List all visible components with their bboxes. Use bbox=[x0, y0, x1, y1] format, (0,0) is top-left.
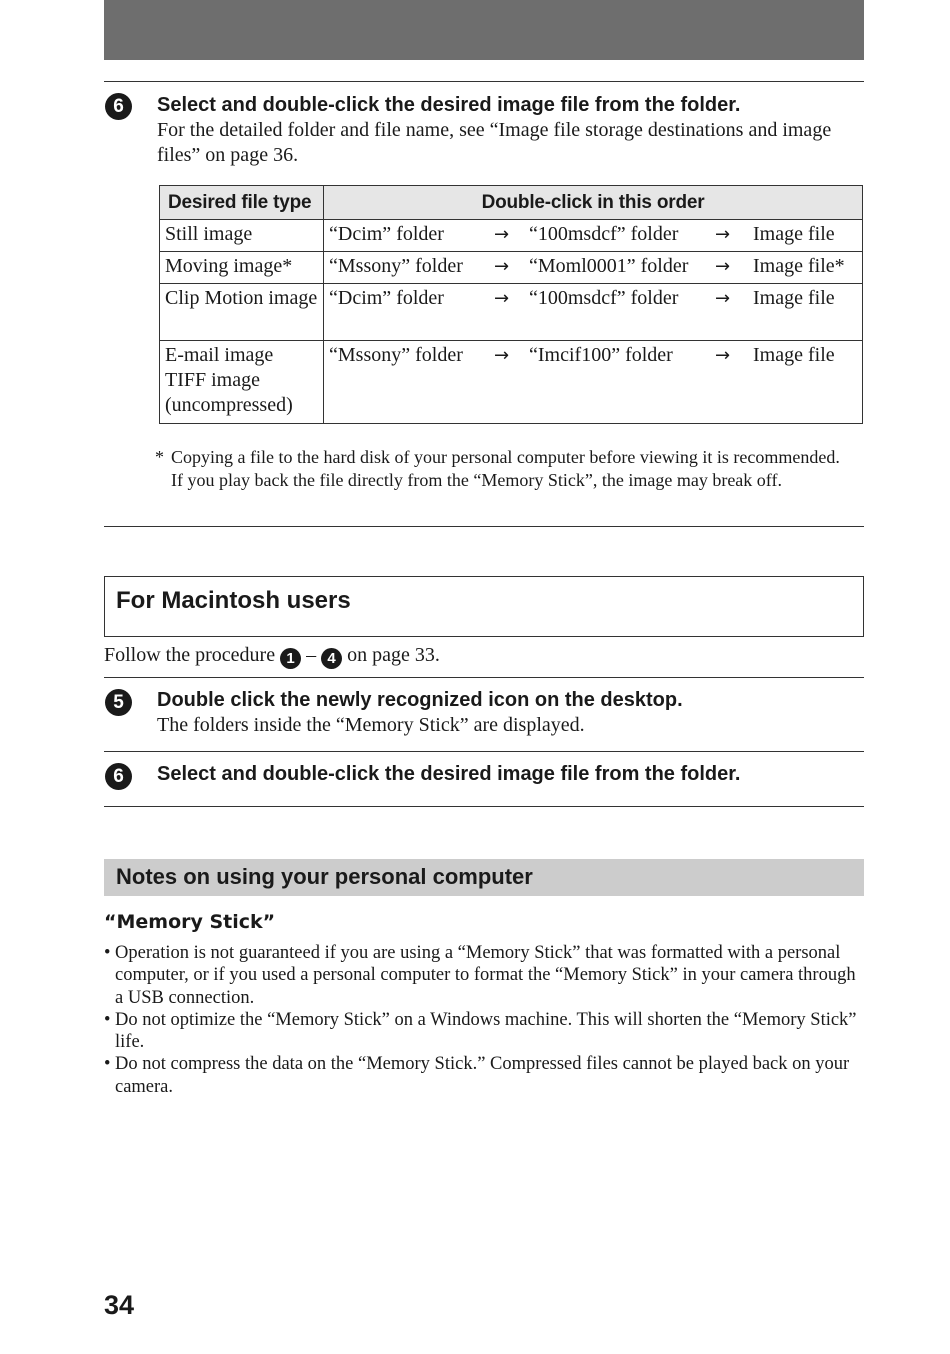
follow-procedure-text bbox=[104, 643, 440, 669]
file-order-table bbox=[159, 185, 863, 424]
table-row bbox=[160, 284, 863, 341]
arrow-icon: → bbox=[494, 288, 510, 309]
bullet-icon: • bbox=[104, 1009, 111, 1030]
arrow-icon: → bbox=[494, 256, 510, 277]
step-number-badge: 6 bbox=[105, 93, 132, 120]
divider bbox=[104, 677, 864, 678]
step-description: The folders inside the “Memory Stick” are displayed. bbox=[157, 714, 585, 736]
list-item-text: Operation is not guaranteed if you are using a “Memory Stick” that was formatted with a personal computer, or if you used a personal computer to format the “Memory Stick” in your camera through a USB connection. bbox=[115, 943, 856, 1008]
second-folder: “100msdcf” folder bbox=[529, 287, 679, 309]
divider bbox=[104, 81, 864, 82]
target-file: Image file bbox=[753, 344, 835, 366]
bullet-icon: • bbox=[104, 1054, 111, 1075]
table-header-file-type: Desired file type bbox=[160, 186, 324, 220]
section-box-macintosh bbox=[104, 576, 864, 637]
order-cell bbox=[324, 252, 863, 284]
bullet-icon: • bbox=[104, 943, 111, 963]
step-description: For the detailed folder and file name, see “Image file storage destinations and image files” on page 36. bbox=[157, 119, 832, 166]
step-ref-badge: 4 bbox=[321, 648, 342, 669]
table-row bbox=[160, 341, 863, 424]
target-file: Image file* bbox=[753, 255, 845, 277]
file-type-cell: Clip Motion image bbox=[160, 284, 324, 341]
table-row bbox=[160, 220, 863, 252]
target-file: Image file bbox=[753, 223, 835, 245]
order-cell bbox=[324, 284, 863, 341]
footnote-text: Copying a file to the hard disk of your personal computer before viewing it is recommended. If you play back the file directly from the “Memory Stick”, the image may break off. bbox=[171, 447, 840, 490]
arrow-icon: → bbox=[494, 345, 510, 366]
order-cell bbox=[324, 341, 863, 424]
list-item-text: Do not optimize the “Memory Stick” on a Windows machine. This will shorten the “Memory Stick” life. bbox=[115, 1009, 857, 1053]
order-cell bbox=[324, 220, 863, 252]
footnote bbox=[155, 446, 855, 492]
follow-dash: – bbox=[306, 644, 317, 666]
arrow-icon: → bbox=[494, 224, 510, 245]
step-title: Select and double-click the desired image file from the folder. bbox=[157, 94, 741, 116]
divider bbox=[104, 806, 864, 807]
first-folder: “Dcim” folder bbox=[329, 287, 444, 309]
first-folder: “Mssony” folder bbox=[329, 255, 463, 277]
list-item-text: Do not compress the data on the “Memory Stick.” Compressed files cannot be played back on your camera. bbox=[115, 1054, 850, 1097]
list-item bbox=[104, 1009, 864, 1054]
table-row bbox=[160, 252, 863, 284]
step-title: Double click the newly recognized icon on the desktop. bbox=[157, 689, 683, 711]
arrow-icon: → bbox=[715, 345, 731, 366]
section-heading: For Macintosh users bbox=[116, 587, 351, 614]
notes-subheading: “Memory Stick” bbox=[104, 911, 276, 933]
follow-suffix: on page 33. bbox=[347, 644, 440, 666]
arrow-icon: → bbox=[715, 288, 731, 309]
divider bbox=[104, 526, 864, 527]
notes-heading: Notes on using your personal computer bbox=[116, 864, 533, 889]
step-title: Select and double-click the desired image file from the folder. bbox=[157, 763, 741, 785]
notes-list bbox=[104, 942, 864, 1098]
second-folder: “Moml0001” folder bbox=[529, 255, 689, 277]
second-folder: “100msdcf” folder bbox=[529, 223, 679, 245]
footnote-mark: * bbox=[155, 447, 164, 467]
follow-prefix: Follow the procedure bbox=[104, 644, 276, 666]
step-ref-badge: 1 bbox=[280, 648, 301, 669]
notes-heading-bar bbox=[104, 859, 864, 896]
target-file: Image file bbox=[753, 287, 835, 309]
step-number-badge: 5 bbox=[105, 689, 132, 716]
arrow-icon: → bbox=[715, 256, 731, 277]
file-type-cell: Still image bbox=[160, 220, 324, 252]
table-header-order: Double-click in this order bbox=[324, 186, 863, 220]
arrow-icon: → bbox=[715, 224, 731, 245]
first-folder: “Dcim” folder bbox=[329, 223, 444, 245]
first-folder: “Mssony” folder bbox=[329, 344, 463, 366]
step-number-badge: 6 bbox=[105, 763, 132, 790]
header-bar bbox=[104, 0, 864, 60]
file-type-cell: Moving image* bbox=[160, 252, 324, 284]
second-folder: “Imcif100” folder bbox=[529, 344, 673, 366]
page-number: 34 bbox=[104, 1290, 135, 1320]
list-item bbox=[104, 942, 864, 1009]
list-item bbox=[104, 1053, 864, 1098]
divider bbox=[104, 751, 864, 752]
file-type-cell: E-mail image TIFF image (uncompressed) bbox=[160, 341, 324, 424]
